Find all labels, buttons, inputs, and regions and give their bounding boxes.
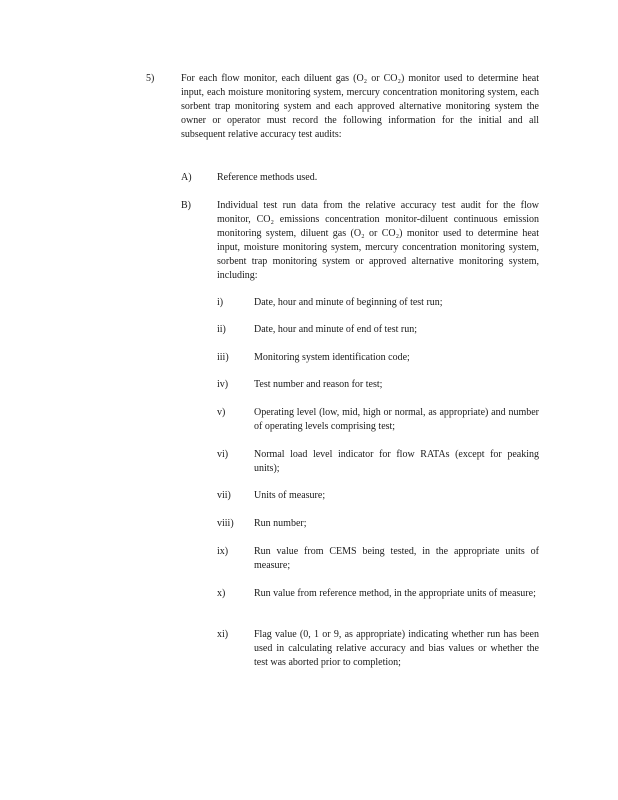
detail-text: Monitoring system identification code; <box>254 352 410 363</box>
detail-label: v) <box>217 407 226 418</box>
detail-text: Run value from reference method, in the appropriate units of measure; <box>254 588 536 599</box>
detail-text: Test number and reason for test; <box>254 379 383 390</box>
detail-text: Run number; <box>254 518 307 529</box>
detail-text: Date, hour and minute of end of test run; <box>254 324 418 335</box>
detail-label: vi) <box>217 449 229 460</box>
item-number: 5) <box>146 73 155 84</box>
detail-label: iv) <box>217 379 229 390</box>
detail-label: viii) <box>217 518 234 529</box>
detail-text: Date, hour and minute of beginning of test run; <box>254 297 443 308</box>
detail-text: Units of measure; <box>254 490 326 501</box>
detail-label: x) <box>217 588 226 599</box>
item-text: For each flow monitor, each diluent gas (O₂ or CO₂) monitor used to determine heat input, each moisture monitoring system, mercury concentration monitoring system, each sorbent trap monitoring system and each approved alternative monitoring system the owner or operator must record the following information for the initial and all subsequent relative accuracy test audits: <box>181 73 539 140</box>
subitem-text-b: Individual test run data from the relative accuracy test audit for the flow monitor, CO₂ emissions concentration monitor-diluent continuous emission monitoring system, diluent gas (O₂ or CO₂) monitor used to determine heat input, moisture monitoring system, mercury concentration monitoring system, sorbent trap monitoring system or approved alternative monitoring system, including: <box>217 200 539 281</box>
detail-label: ii) <box>217 324 226 335</box>
detail-label: i) <box>217 297 224 308</box>
detail-label: iii) <box>217 352 229 363</box>
subitem-label-b: B) <box>181 200 191 211</box>
subitem-label-a: A) <box>181 172 192 183</box>
detail-label: vii) <box>217 490 231 501</box>
detail-label: ix) <box>217 546 229 557</box>
detail-text: Flag value (0, 1 or 9, as appropriate) indicating whether run has been used in calculating relative accuracy and bias values or whether the test was aborted prior to completion; <box>254 629 539 668</box>
detail-text: Normal load level indicator for flow RATAs (except for peaking units); <box>254 449 539 474</box>
detail-text: Operating level (low, mid, high or normal, as appropriate) and number of operating levels comprising test; <box>254 407 539 432</box>
subitem-text-a: Reference methods used. <box>217 172 318 183</box>
detail-text: Run value from CEMS being tested, in the appropriate units of measure; <box>254 546 539 571</box>
detail-label: xi) <box>217 629 229 640</box>
